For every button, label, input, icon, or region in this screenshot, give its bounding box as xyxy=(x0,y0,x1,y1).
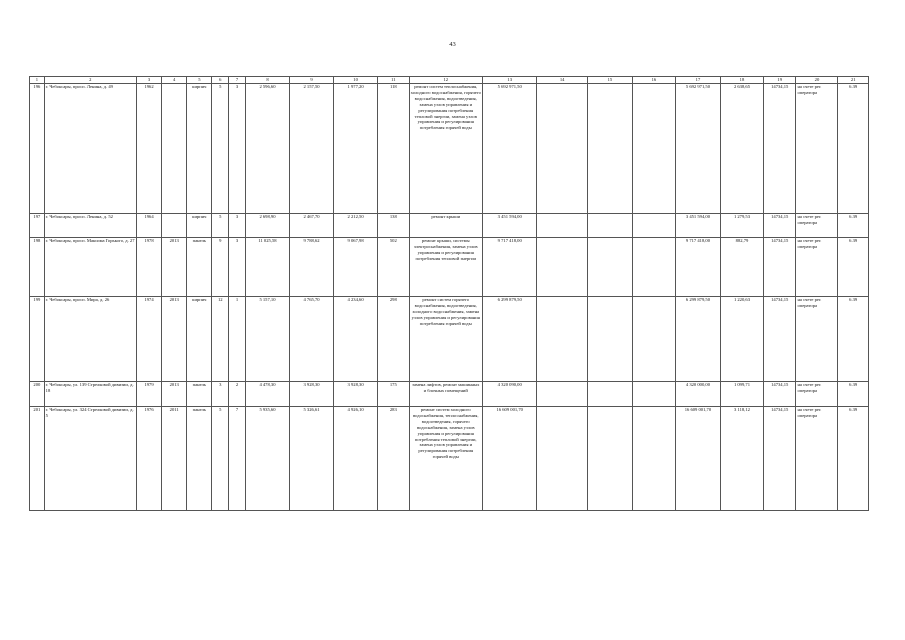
column-14-cell xyxy=(537,407,587,511)
column-15-cell xyxy=(587,238,632,297)
column-number-cell: 3 xyxy=(136,77,161,84)
works-cell: ремонт систем холодного водоснабжения, теплоснабжения, водоотведения, горячего водоснабжения, замена узлов управления и регулирования потребления тепловой энергии, замена узлов управления и регулирования потребления горячей воды xyxy=(409,407,482,511)
year-built-cell: 1962 xyxy=(136,84,161,214)
column-number-cell: 11 xyxy=(378,77,409,84)
column-number-cell: 4 xyxy=(162,77,187,84)
owned-area-cell: 2 212,50 xyxy=(334,214,378,238)
works-cell: ремонт систем горячего водоснабжения, водоотведения, холодного водоснабжения, замена узлов управления и регулирования потребления горячей воды xyxy=(409,297,482,382)
address-cell: г. Чебоксары, ул. 324 Стрелковой дивизии, д. 5 xyxy=(44,407,136,511)
year-repair-cell xyxy=(162,84,187,214)
fund-method-cell: на счете рег. оператора xyxy=(796,238,838,297)
entrances-cell: 1 xyxy=(229,297,246,382)
year-built-cell: 1978 xyxy=(136,238,161,297)
deadline-cell: 6.39 xyxy=(838,297,869,382)
floors-cell: 5 xyxy=(212,214,229,238)
cost-owners-cell: 16 609 001,70 xyxy=(675,407,720,511)
year-built-cell: 1964 xyxy=(136,214,161,238)
year-repair-cell: 2013 xyxy=(162,297,187,382)
fund-method-cell: на счете рег. оператора xyxy=(796,382,838,407)
residents-cell: 118 xyxy=(378,84,409,214)
total-area-cell: 11 025,58 xyxy=(245,238,289,297)
table-row xyxy=(30,84,869,214)
living-area-cell: 3 928,30 xyxy=(290,382,334,407)
column-15-cell xyxy=(587,407,632,511)
entrances-cell: 3 xyxy=(229,84,246,214)
total-area-cell: 2 698,90 xyxy=(245,214,289,238)
residents-cell: 175 xyxy=(378,382,409,407)
deadline-cell: 6.39 xyxy=(838,214,869,238)
wall-material-cell: панель xyxy=(187,238,212,297)
cost-total-cell: 3 451 594,00 xyxy=(482,214,537,238)
column-number-cell: 5 xyxy=(187,77,212,84)
year-repair-cell: 2013 xyxy=(162,238,187,297)
works-cell: замена лифтов, ремонт машинных и блочных помещений xyxy=(409,382,482,407)
specific-cost-cell: 1 220,63 xyxy=(720,297,763,382)
wall-material-cell: кирпич xyxy=(187,297,212,382)
floors-cell: 5 xyxy=(212,84,229,214)
column-number-cell: 7 xyxy=(229,77,246,84)
row-number-cell: 198 xyxy=(30,238,45,297)
column-14-cell xyxy=(537,214,587,238)
total-area-cell: 4 478,30 xyxy=(245,382,289,407)
residents-cell: 298 xyxy=(378,297,409,382)
residents-cell: 283 xyxy=(378,407,409,511)
deadline-cell: 6.39 xyxy=(838,238,869,297)
specific-cost-cell: 1 279,53 xyxy=(720,214,763,238)
living-area-cell: 4 765,70 xyxy=(290,297,334,382)
specific-cost-cell: 1 099,71 xyxy=(720,382,763,407)
column-number-cell: 8 xyxy=(245,77,289,84)
specific-cost-cell: 3 118,12 xyxy=(720,407,763,511)
column-number-cell: 10 xyxy=(334,77,378,84)
row-number-cell: 197 xyxy=(30,214,45,238)
year-repair-cell xyxy=(162,214,187,238)
column-number-row xyxy=(30,77,869,84)
table-row xyxy=(30,297,869,382)
owned-area-cell: 4 926,10 xyxy=(334,407,378,511)
table-row xyxy=(30,214,869,238)
cost-owners-cell: 3 451 594,00 xyxy=(675,214,720,238)
owned-area-cell: 9 067,98 xyxy=(334,238,378,297)
year-repair-cell: 2013 xyxy=(162,382,187,407)
column-16-cell xyxy=(632,238,675,297)
column-number-cell: 19 xyxy=(763,77,796,84)
column-16-cell xyxy=(632,214,675,238)
address-cell: г. Чебоксары, просп. Ленина, д. 49 xyxy=(44,84,136,214)
cost-total-cell: 4 320 090,00 xyxy=(482,382,537,407)
works-cell: ремонт систем теплоснабжения, холодного водоснабжения, горячего водоснабжения, водоотведения, замена узлов управления и регулирования потребления тепловой энергии, замена узлов управления и регулирования потребления горячей воды xyxy=(409,84,482,214)
table-row xyxy=(30,382,869,407)
living-area-cell: 9 788,62 xyxy=(290,238,334,297)
column-15-cell xyxy=(587,84,632,214)
cost-owners-cell: 4 320 000,00 xyxy=(675,382,720,407)
column-16-cell xyxy=(632,297,675,382)
cost-total-cell: 6 299 879,50 xyxy=(482,297,537,382)
living-area-cell: 5 326,61 xyxy=(290,407,334,511)
entrances-cell: 2 xyxy=(229,382,246,407)
column-14-cell xyxy=(537,84,587,214)
table-row xyxy=(30,238,869,297)
column-14-cell xyxy=(537,297,587,382)
cost-owners-cell: 5 692 971,50 xyxy=(675,84,720,214)
row-number-cell: 201 xyxy=(30,407,45,511)
deadline-cell: 6.39 xyxy=(838,84,869,214)
owned-area-cell: 3 928,30 xyxy=(334,382,378,407)
address-cell: г. Чебоксары, просп. Ленина, д. 52 xyxy=(44,214,136,238)
limit-cost-cell: 14734,15 xyxy=(763,238,796,297)
floors-cell: 3 xyxy=(212,382,229,407)
total-area-cell: 2 596,60 xyxy=(245,84,289,214)
floors-cell: 12 xyxy=(212,297,229,382)
wall-material-cell: панель xyxy=(187,382,212,407)
year-built-cell: 1974 xyxy=(136,297,161,382)
address-cell: г. Чебоксары, просп. Мира, д. 26 xyxy=(44,297,136,382)
deadline-cell: 6.39 xyxy=(838,407,869,511)
floors-cell: 5 xyxy=(212,407,229,511)
wall-material-cell: панель xyxy=(187,407,212,511)
column-16-cell xyxy=(632,84,675,214)
row-number-cell: 196 xyxy=(30,84,45,214)
wall-material-cell: кирпич xyxy=(187,84,212,214)
entrances-cell: 7 xyxy=(229,407,246,511)
address-cell: г. Чебоксары, просп. Максима Горького, д. 27 xyxy=(44,238,136,297)
specific-cost-cell: 882,79 xyxy=(720,238,763,297)
owned-area-cell: 4 234,60 xyxy=(334,297,378,382)
year-built-cell: 1976 xyxy=(136,407,161,511)
column-number-cell: 20 xyxy=(796,77,838,84)
column-14-cell xyxy=(537,382,587,407)
floors-cell: 9 xyxy=(212,238,229,297)
living-area-cell: 2 157,50 xyxy=(290,84,334,214)
page-number: 43 xyxy=(449,41,456,48)
fund-method-cell: на счете рег. оператора xyxy=(796,297,838,382)
cost-total-cell: 9 717 418,00 xyxy=(482,238,537,297)
cost-owners-cell: 9 717 418,00 xyxy=(675,238,720,297)
table-body xyxy=(30,84,869,511)
cost-owners-cell: 6 299 879,50 xyxy=(675,297,720,382)
column-16-cell xyxy=(632,407,675,511)
column-number-cell: 6 xyxy=(212,77,229,84)
limit-cost-cell: 14734,15 xyxy=(763,407,796,511)
column-number-cell: 17 xyxy=(675,77,720,84)
wall-material-cell: кирпич xyxy=(187,214,212,238)
residents-cell: 138 xyxy=(378,214,409,238)
column-number-cell: 16 xyxy=(632,77,675,84)
cost-total-cell: 5 692 971,50 xyxy=(482,84,537,214)
total-area-cell: 5 935,60 xyxy=(245,407,289,511)
row-number-cell: 199 xyxy=(30,297,45,382)
entrances-cell: 3 xyxy=(229,214,246,238)
year-built-cell: 1979 xyxy=(136,382,161,407)
column-number-cell: 15 xyxy=(587,77,632,84)
address-cell: г. Чебоксары, ул. 139 Стрелковой дивизии, д. 18 xyxy=(44,382,136,407)
living-area-cell: 2 467,70 xyxy=(290,214,334,238)
column-number-cell: 18 xyxy=(720,77,763,84)
column-number-cell: 14 xyxy=(537,77,587,84)
owned-area-cell: 1 977,20 xyxy=(334,84,378,214)
works-cell: ремонт крыши, системы электроснабжения, замена узлов управления и регулирования потребления тепловой энергии xyxy=(409,238,482,297)
cost-total-cell: 16 609 001,70 xyxy=(482,407,537,511)
column-15-cell xyxy=(587,214,632,238)
column-15-cell xyxy=(587,297,632,382)
year-repair-cell: 2011 xyxy=(162,407,187,511)
fund-method-cell: на счете рег. оператора xyxy=(796,407,838,511)
column-number-cell: 1 xyxy=(30,77,45,84)
repair-register-table xyxy=(29,76,869,511)
limit-cost-cell: 14734,15 xyxy=(763,297,796,382)
works-cell: ремонт крыши xyxy=(409,214,482,238)
table-row xyxy=(30,407,869,511)
column-14-cell xyxy=(537,238,587,297)
specific-cost-cell: 2 638,65 xyxy=(720,84,763,214)
row-number-cell: 200 xyxy=(30,382,45,407)
residents-cell: 502 xyxy=(378,238,409,297)
limit-cost-cell: 14734,15 xyxy=(763,382,796,407)
limit-cost-cell: 14734,15 xyxy=(763,214,796,238)
fund-method-cell: на счете рег. оператора xyxy=(796,84,838,214)
limit-cost-cell: 14734,15 xyxy=(763,84,796,214)
entrances-cell: 3 xyxy=(229,238,246,297)
column-15-cell xyxy=(587,382,632,407)
column-number-cell: 9 xyxy=(290,77,334,84)
column-number-cell: 21 xyxy=(838,77,869,84)
fund-method-cell: на счете рег. оператора xyxy=(796,214,838,238)
column-16-cell xyxy=(632,382,675,407)
total-area-cell: 5 157,10 xyxy=(245,297,289,382)
deadline-cell: 6.39 xyxy=(838,382,869,407)
column-number-cell: 13 xyxy=(482,77,537,84)
column-number-cell: 12 xyxy=(409,77,482,84)
column-number-cell: 2 xyxy=(44,77,136,84)
